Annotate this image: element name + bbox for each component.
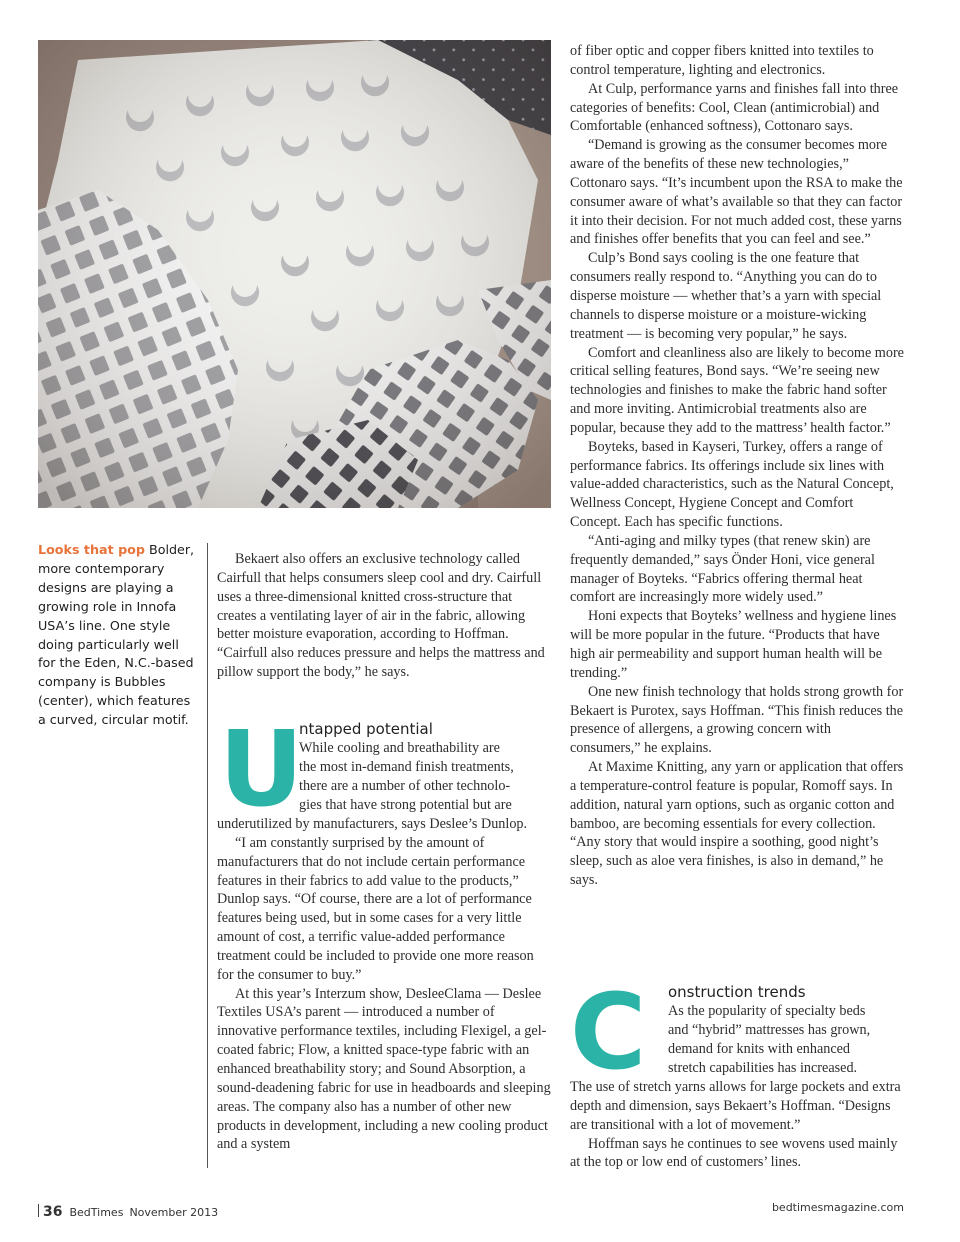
- article-column-3: [570, 42, 904, 890]
- article-column-2-continued: [217, 815, 551, 1154]
- section-heading-construction-trends: onstruction trends: [668, 983, 806, 1001]
- publication-name: BedTimes: [69, 1206, 124, 1219]
- drop-cap-u: U: [219, 708, 304, 830]
- caption-text: Bolder, more contemporary designs are playing a growing role in Innofa USA’s line. One style doing particularly well for the Eden, N.C.-based company is Bubbles (center), which features a curved, circular motif.: [38, 542, 195, 728]
- dropcap-line: While cooling and breathability are: [299, 740, 500, 756]
- dropcap-line: gies that have strong potential but are: [299, 796, 512, 813]
- paragraph: At this year’s Interzum show, DesleeClama — Deslee Textiles USA’s parent — introduced a number of innovative performance textiles, including Flexigel, a gel-coated fabric; Flow, a knitted space-type fabric with an enhanced breathability story; and Sound Absorption, a sound-deadening fabric for use in headboards and sleeping areas. The company also has a number of other new products in development, including a new cooling product and a system: [217, 985, 551, 1153]
- paragraph: Culp’s Bond says cooling is the one feature that consumers really respond to. “Anything you can do to disperse moisture — whether that’s a yarn with special channels to disperse moisture or a moisture-wicking treatment — is becoming very popular,” he says.: [570, 250, 882, 342]
- caption-lead: Looks that pop: [38, 542, 145, 557]
- section-heading-untapped-potential: ntapped potential: [299, 720, 433, 738]
- paragraph: At Maxime Knitting, any yarn or application that offers a temperature-control feature is popular, Romoff says. In addition, natural yarn options, such as organic cotton and bamboo, are becoming essentials for every collection. “Any story that would inspire a soothing, good night’s sleep, such as aloe vera finishes, is also in demand,” he says.: [570, 759, 904, 889]
- paragraph: Comfort and cleanliness also are likely to become more critical selling features, Bond says. “We’re seeing new technologies and finishes to make the fabric hand softer and more inviting. Antimicrobial treatments also are popular, because they add to the mattress’ health factor.”: [570, 344, 904, 436]
- dropcap-line: the most in-demand finish treatments,: [299, 758, 514, 775]
- photo-caption: [38, 541, 198, 730]
- paragraph: “Demand is growing as the consumer becomes more aware of the benefits of these new technologies,” Cottonaro says. “It’s incumbent upon the RSA to make the consumer aware of what’s available so that they can factor it into their decision. For not much added cost, these yarns and finishes offer benefits that you can feel and see.”: [570, 137, 903, 248]
- paragraph: “I am constantly surprised by the amount of manufacturers that do not include certain performance features in their fabrics to add value to the products,” Dunlop says. “Of course, there are a lot of performance features being used, but in some cases for a very little amount of cost, a terrific value-added performance treatment could be included to provide one more reason for the consumer to buy.”: [217, 834, 534, 983]
- dropcap-lines-2: [668, 1002, 904, 1077]
- paragraph: Boyteks, based in Kayseri, Turkey, offers a range of performance fabrics. Its offerings include six lines with value-added characteristics, such as the Natural Concept, Wellness Concept, Hygiene Concept and Comfort Concept. Each has specific functions.: [570, 438, 894, 531]
- page-number: 36: [43, 1204, 63, 1220]
- page-footer: [38, 1201, 218, 1220]
- website-link[interactable]: bedtimesmagazine.com: [771, 1201, 904, 1214]
- photo-illustration: [38, 40, 551, 508]
- paragraph: Honi expects that Boyteks’ wellness and hygiene lines will be more popular in the future. “Products that have high air permeability and support human health will be trending.”: [570, 608, 897, 681]
- mattress-fabric-photo: [38, 40, 551, 508]
- dropcap-line: As the popularity of specialty beds: [668, 1003, 866, 1019]
- paragraph: The use of stretch yarns allows for large pockets and extra depth and dimension, says Bekaert’s Hoffman. “Designs are transitional with a lot of movement.”: [570, 1079, 901, 1133]
- dropcap-line: demand for knits with enhanced: [668, 1040, 851, 1057]
- footer-rule: [38, 1204, 39, 1217]
- paragraph: of fiber optic and copper fibers knitted into textiles to control temperature, lighting and electronics.: [570, 43, 874, 78]
- issue-date: November 2013: [129, 1206, 219, 1219]
- column-divider: [207, 543, 208, 1168]
- dropcap-line: and “hybrid” mattresses has grown,: [668, 1021, 871, 1038]
- article-column-3-continued: [570, 1078, 904, 1172]
- dropcap-line: there are a number of other technolo-: [299, 777, 511, 794]
- paragraph: “Anti-aging and milky types (that renew skin) are frequently demanded,” says Önder Honi, vice general manager of Boyteks. “Fabrics offering thermal heat comfort are increasingly more widely used.”: [570, 532, 875, 606]
- paragraph: Hoffman says he continues to see wovens used mainly at the top or low end of customers’ lines.: [570, 1135, 898, 1171]
- paragraph: underutilized by manufacturers, says Deslee’s Dunlop.: [217, 816, 528, 832]
- article-column-2: [217, 550, 551, 682]
- dropcap-lines-1: [299, 739, 551, 814]
- dropcap-line: stretch capabilities has increased.: [668, 1059, 858, 1076]
- drop-cap-c: C: [570, 971, 647, 1093]
- paragraph: At Culp, performance yarns and finishes fall into three categories of benefits: Cool, Clean (antimicrobial) and Comfortable (enhanced softness), Cottonaro says.: [570, 80, 899, 135]
- paragraph: Bekaert also offers an exclusive technology called Cairfull that helps consumers sleep cool and dry. Cairfull uses a three-dimensional knitted cross-structure that creates a ventilating layer of air in the fabric, allowing better moisture evaporation, according to Hoffman. “Cairfull also reduces pressure and helps the mattress and pillow support the body,” he says.: [217, 551, 545, 681]
- paragraph: One new finish technology that holds strong growth for Bekaert is Purotex, says Hoffman. “This finish reduces the presence of allergens, a growing concern with consumers,” he explains.: [570, 683, 904, 757]
